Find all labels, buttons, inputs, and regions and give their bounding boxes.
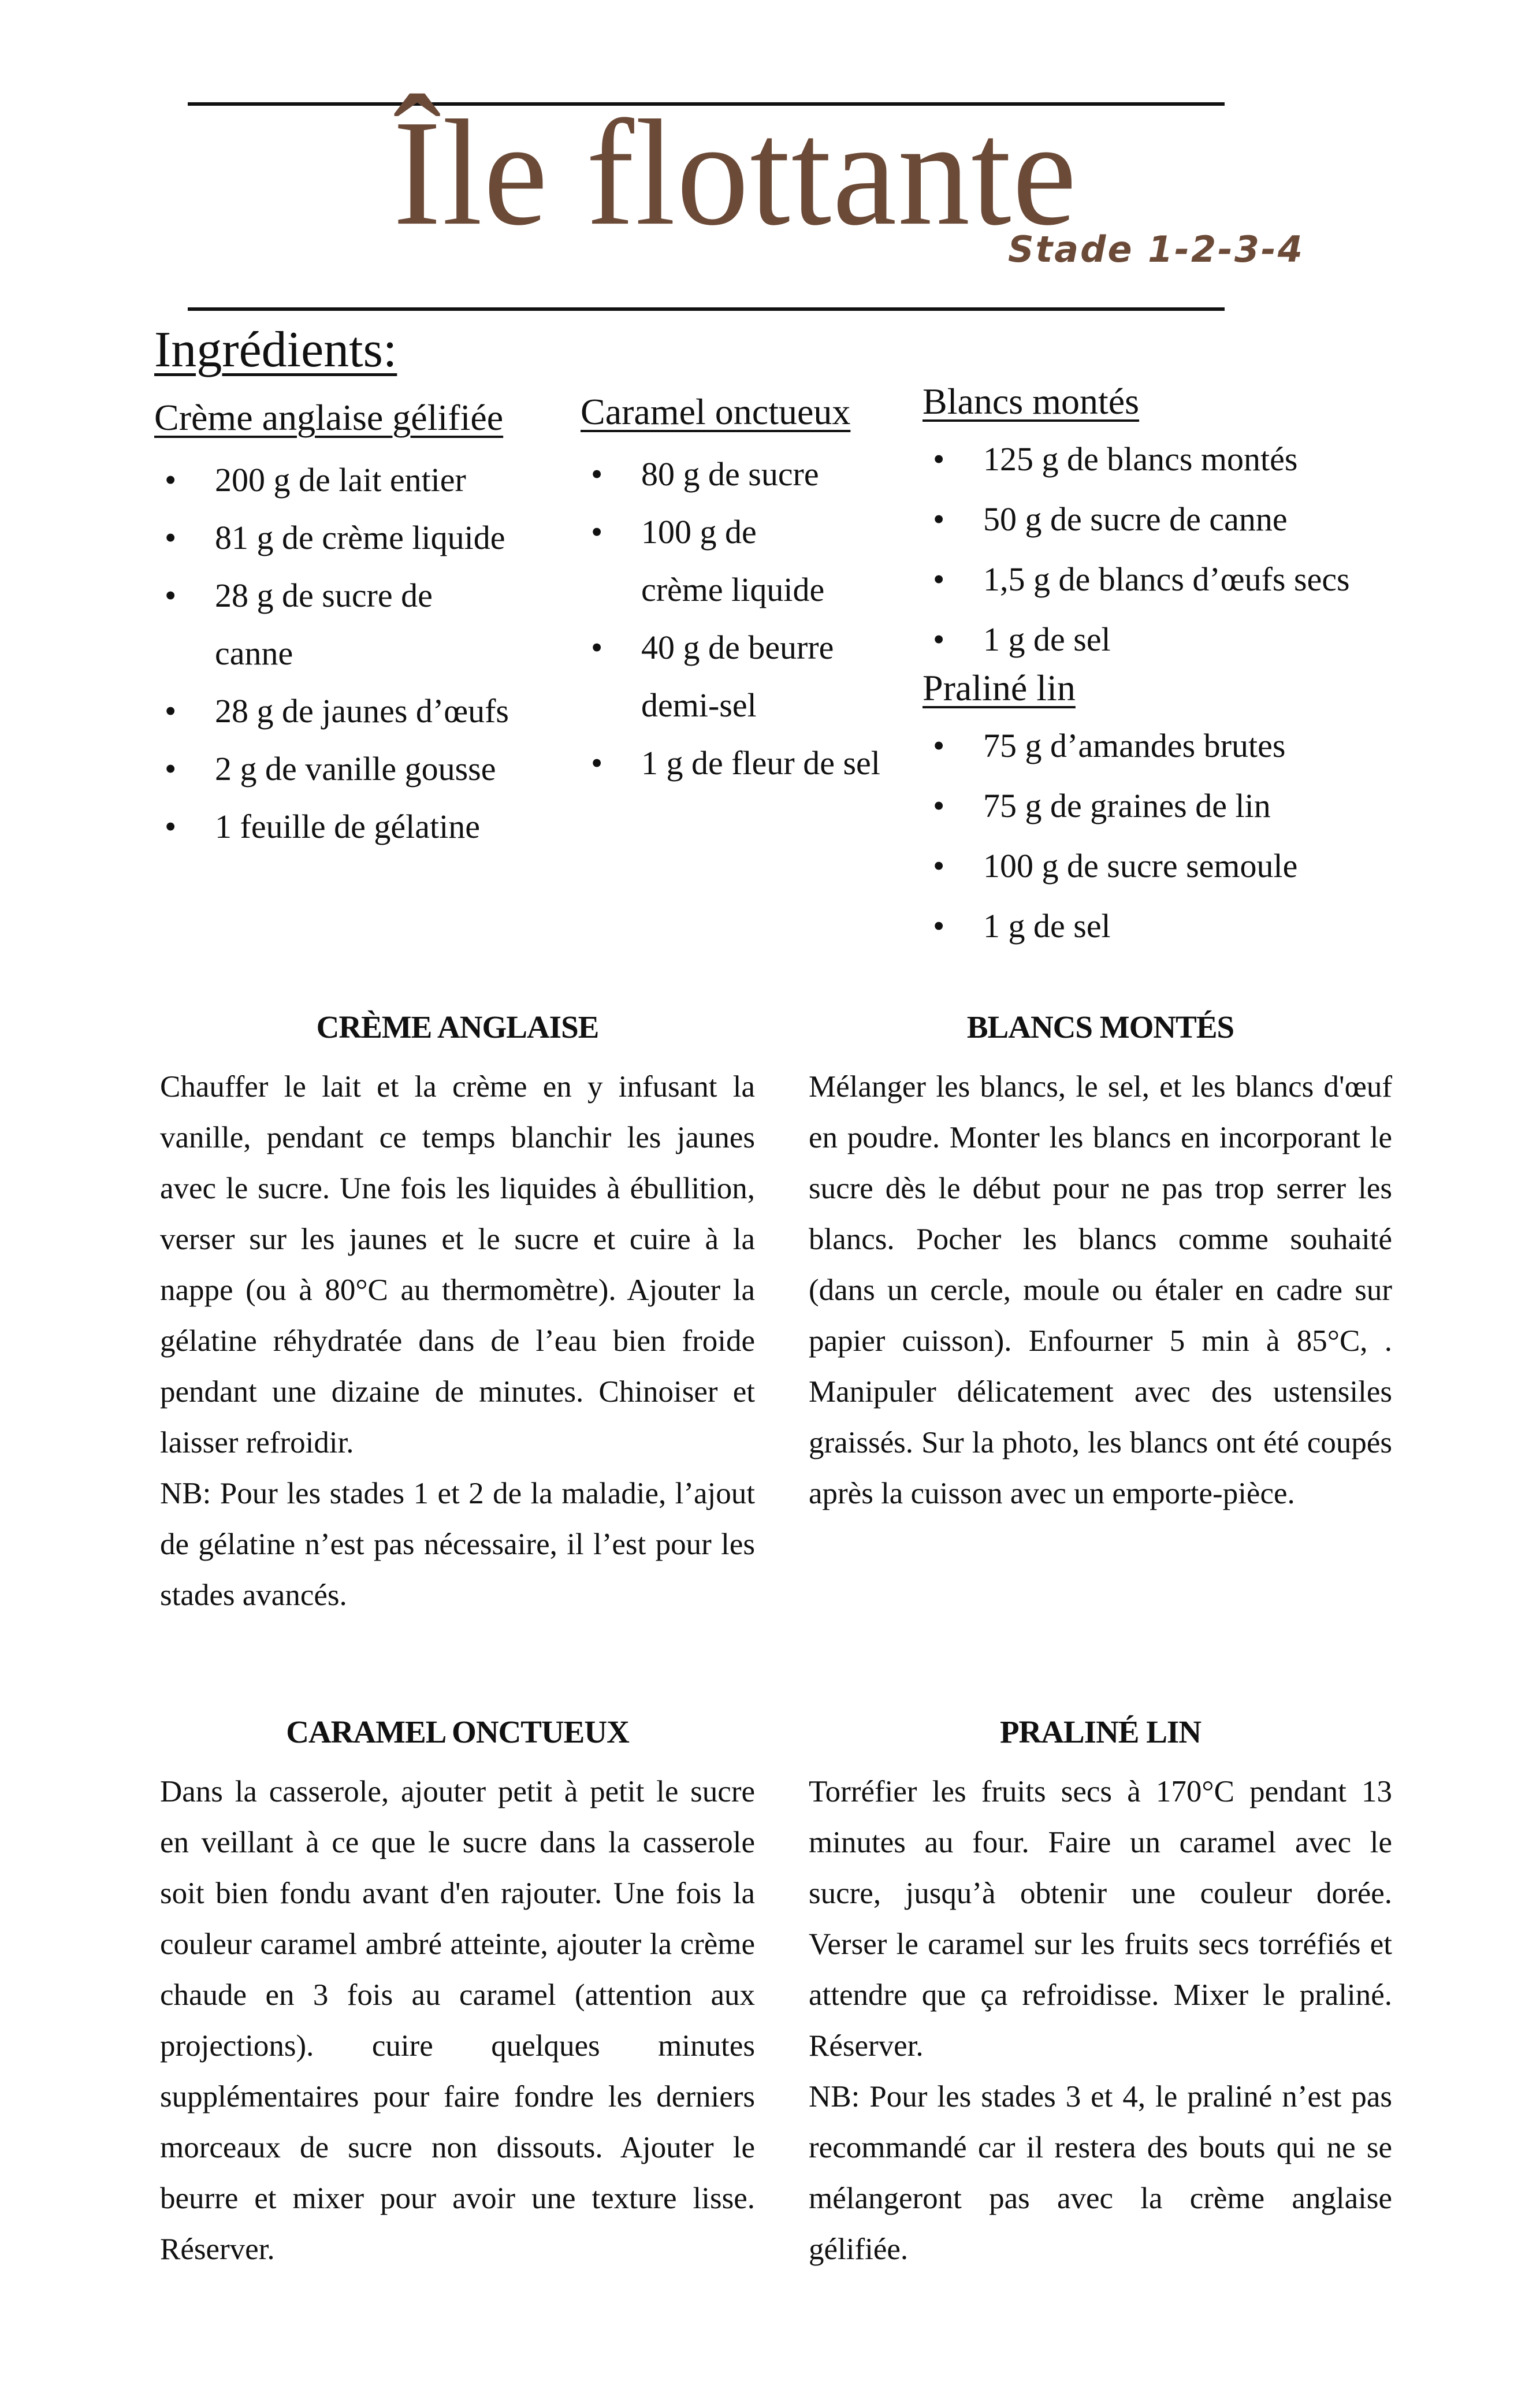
ingredient-group-creme-anglaise	[154, 395, 582, 856]
ingredient-item: • 1 g de fleur de sel	[581, 734, 927, 792]
ingredient-list	[154, 451, 582, 856]
stage-subtitle: Stade 1-2-3-4	[1008, 228, 1304, 270]
ingredient-list	[922, 429, 1442, 670]
ingredient-group-caramel	[581, 389, 927, 792]
procedure-creme-anglaise	[160, 1008, 755, 1621]
ingredient-item: • 125 g de blancs montés	[922, 429, 1442, 489]
ingredient-item: • 100 g de sucre semoule	[922, 836, 1442, 896]
ingredient-item: • 1 g de sel	[922, 896, 1442, 956]
ingredient-list	[581, 445, 927, 792]
ingredient-groups-right	[922, 378, 1442, 956]
procedure-text: Dans la casserole, ajouter petit à petit le sucre en veillant à ce que le sucre dans la casserole soit bien fondu avant d'en rajouter. Une fois la couleur caramel ambré atteinte, ajouter la crème chaude en 3 fois au caramel (attention aux projections). cuire quelques minutes supplémentaires pour faire fondre les derniers morceaux de sucre non dissouts. Ajouter le beurre et mixer pour avoir une texture lisse. Réserver.	[160, 1775, 755, 2266]
bottom-divider	[188, 307, 1225, 311]
procedure-text: Chauffer le lait et la crème en y infusant la vanille, pendant ce temps blanchir les jaunes avec le sucre. Une fois les liquides à ébullition, verser sur les jaunes et le sucre et cuire à la nappe (ou à 80°C au thermomètre). Ajouter la gélatine réhydratée dans de l’eau bien froide pendant une dizaine de minutes. Chinoiser et laisser refroidir.	[160, 1070, 755, 1459]
ingredient-item: • 200 g de lait entier	[154, 451, 582, 509]
ingredient-item: • 1,5 g de blancs d’œufs secs	[922, 549, 1442, 610]
ingredient-item: • 100 g de crème liquide	[581, 503, 838, 619]
procedure-caramel-onctueux	[160, 1713, 755, 2275]
ingredient-item: • 28 g de sucre de canne	[154, 567, 469, 682]
procedure-text: Mélanger les blancs, le sel, et les blancs d'œuf en poudre. Monter les blancs en incorporant le sucre dès le début pour ne pas trop serrer les blancs. Pocher les blancs comme souhaité (dans un cercle, moule ou étaler en cadre sur papier cuisson). Enfourner 5 min à 85°C, . Manipuler délicatement avec des ustensiles graissés. Sur la photo, les blancs ont été coupés après la cuisson avec un emporte-pièce.	[809, 1070, 1392, 1510]
ingredient-item: • 50 g de sucre de canne	[922, 489, 1442, 549]
procedure-note: NB: Pour les stades 3 et 4, le praliné n’est pas recommandé car il restera des bouts qui ne se mélangeront pas avec la crème anglaise gélifiée.	[809, 2080, 1392, 2266]
procedure-praline-lin	[809, 1713, 1392, 2275]
procedure-title: BLANCS MONTÉS	[966, 1009, 1234, 1045]
procedure-note: NB: Pour les stades 1 et 2 de la maladie, l’ajout de gélatine n’est pas nécessaire, il l’est pour les stades avancés.	[160, 1477, 755, 1612]
ingredient-item: • 80 g de sucre	[581, 445, 927, 503]
ingredient-item: • 2 g de vanille gousse	[154, 740, 582, 798]
ingredient-item: • 75 g de graines de lin	[922, 776, 1442, 836]
ingredient-item: • 1 feuille de gélatine	[154, 798, 582, 856]
procedure-text: Torréfier les fruits secs à 170°C pendant 13 minutes au four. Faire un caramel avec le sucre, jusqu’à obtenir une couleur dorée. Verser le caramel sur les fruits secs torréfiés et attendre que ça refroidisse. Mixer le praliné. Réserver.	[809, 1775, 1392, 2063]
ingredient-group-title: Caramel onctueux	[581, 391, 851, 432]
procedure-title: CRÈME ANGLAISE	[316, 1009, 599, 1045]
recipe-title	[0, 89, 1540, 257]
ingredient-item: • 81 g de crème liquide	[154, 509, 582, 567]
ingredient-group-title: Praliné lin	[922, 667, 1076, 708]
ingredient-list	[922, 716, 1442, 956]
procedure-title: CARAMEL ONCTUEUX	[286, 1714, 629, 1749]
recipe-title-text: Île flottante	[393, 89, 1078, 257]
ingredient-item: • 40 g de beurre demi-sel	[581, 619, 838, 734]
ingredient-item: • 75 g d’amandes brutes	[922, 716, 1442, 776]
procedure-blancs-montes	[809, 1008, 1392, 1519]
ingredient-group-title: Blancs montés	[922, 381, 1140, 422]
ingredient-item: • 28 g de jaunes d’œufs	[154, 682, 582, 740]
ingredients-heading: Ingrédients:	[154, 322, 397, 378]
ingredient-item: • 1 g de sel	[922, 610, 1442, 670]
procedure-title: PRALINÉ LIN	[999, 1714, 1202, 1749]
ingredient-group-title: Crème anglaise gélifiée	[154, 397, 504, 438]
